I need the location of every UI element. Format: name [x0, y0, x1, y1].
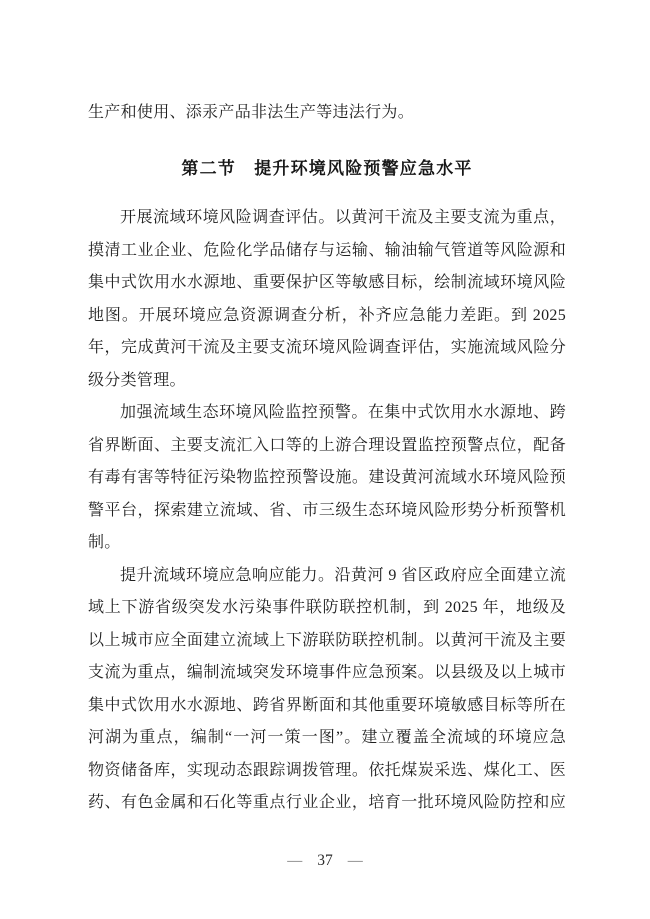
text-line: 级分类管理。 [88, 371, 186, 389]
text-line: 制。 [88, 534, 121, 551]
footer-dash-left: — [287, 853, 303, 869]
text-line: 物资储备库，实现动态跟踪调拨管理。依托煤炭采选、煤化工、医 [88, 761, 566, 779]
text-line: 省界断面、主要支流汇入口等的上游合理设置监控预警点位，配备 [88, 436, 566, 454]
paragraph-emergency-response [88, 560, 566, 820]
page-content [88, 97, 566, 820]
text-line: 提升流域环境应急响应能力。沿黄河 9 省区政府应全面建立流 [120, 566, 566, 584]
text-line: 加强流域生态环境风险监控预警。在集中式饮用水水源地、跨 [120, 404, 566, 421]
text-line: 摸清工业企业、危险化学品储存与运输、输油输气管道等风险源和 [88, 241, 566, 259]
section-heading: 第二节 提升环境风险预警应急水平 [181, 158, 473, 178]
carryover-paragraph-line: 生产和使用、添汞产品非法生产等违法行为。 [88, 104, 415, 121]
text-line: 药、有色金属和石化等重点行业企业，培育一批环境风险防控和应 [88, 794, 566, 811]
text-line: 以上城市应全面建立流域上下游联防联控机制。以黄河干流及主要 [88, 631, 566, 649]
footer-dash-right: — [347, 853, 363, 869]
text-line: 集中式饮用水水源地、重要保护区等敏感目标，绘制流域环境风险 [88, 274, 566, 291]
text-line: 集中式饮用水水源地、跨省界断面和其他重要环境敏感目标等所在 [88, 696, 566, 714]
text-line: 有毒有害等特征污染物监控预警设施。建设黄河流域水环境风险预 [88, 469, 566, 486]
text-line: 年，完成黄河干流及主要支流环境风险调查评估，实施流域风险分 [88, 339, 566, 356]
page-footer [0, 850, 650, 872]
text-line: 开展流域环境风险调查评估。以黄河干流及主要支流为重点， [120, 209, 566, 226]
text-line: 地图。开展环境应急资源调查分析，补齐应急能力差距。到 2025 [88, 306, 566, 324]
text-line: 支流为重点，编制流域突发环境事件应急预案。以县级及以上城市 [88, 664, 566, 681]
paragraph-risk-survey [88, 202, 566, 397]
text-line: 域上下游省级突发水污染事件联防联控机制，到 2025 年，地级及 [88, 599, 566, 616]
text-line: 河湖为重点，编制“一河一策一图”。建立覆盖全流域的环境应急 [88, 729, 566, 746]
paragraph-monitoring-warning [88, 397, 566, 560]
text-line: 警平台，探索建立流域、省、市三级生态环境风险形势分析预警机 [88, 501, 566, 519]
page-number: 37 [317, 852, 333, 869]
